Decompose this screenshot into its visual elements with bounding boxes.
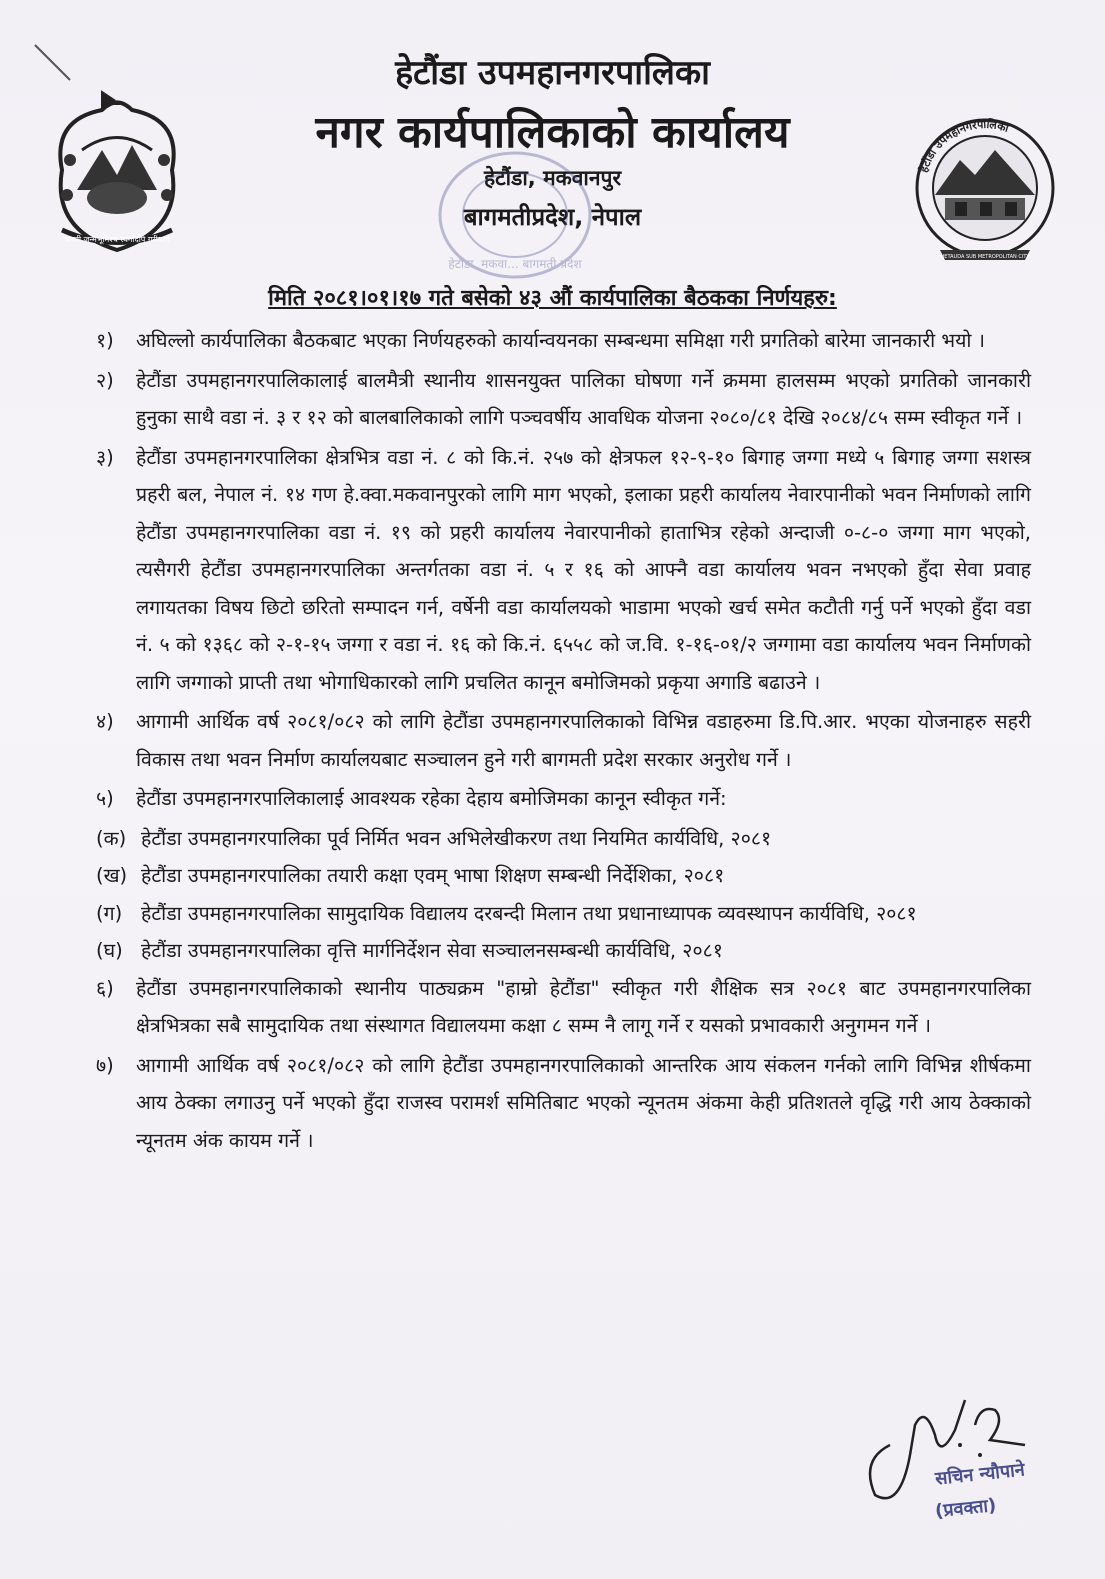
law-subitem [96, 820, 1031, 858]
hetauda-sub-metropolitan-logo-icon [910, 110, 1060, 270]
decision-number: ७) [96, 1053, 114, 1077]
decision-text: हेटौंडा उपमहानगरपालिकालाई आवश्यक रहेका देहाय बमोजिमका कानून स्वीकृत गर्ने: [136, 787, 727, 810]
emblem-ribbon-text: जननी जन्मभूमिश्च स्वर्गादपि गरीयसी [64, 235, 170, 244]
spokesperson-role: (प्रवक्ता) [934, 1494, 998, 1523]
office-location: हेटौंडा, मकवानपुर [483, 166, 622, 190]
law-subitem [96, 857, 1031, 895]
letterhead [0, 40, 1105, 270]
decision-number: ५) [96, 787, 114, 810]
decision-number: २) [96, 368, 114, 392]
decision-text: अघिल्लो कार्यपालिका बैठकबाट भएका निर्णयहरुको कार्यान्वयनका सम्बन्धमा समिक्षा गरी प्रगतिको बारेमा जानकारी भयो । [136, 329, 986, 352]
subitem-text: हेटौंडा उपमहानगरपालिका वृत्ति मार्गनिर्देशन सेवा सञ्चालनसम्बन्धी कार्यविधि, २०८१ [141, 939, 723, 962]
subitem-letter: (क) [96, 826, 127, 850]
subitem-text: हेटौंडा उपमहानगरपालिका पूर्व निर्मित भवन अभिलेखीकरण तथा नियमित कार्यविधि, २०८१ [141, 826, 772, 850]
decision-item [96, 703, 1031, 778]
law-subitem [96, 895, 1031, 933]
decisions-list [96, 322, 1031, 1161]
decision-text: आगामी आर्थिक वर्ष २०८१/०८२ को लागि हेटौंडा उपमहानगरपालिकाको विभिन्न वडाहरुमा डि.पि.आर. भएका योजनाहरु सहरी विकास तथा भवन निर्माण कार्यालयबाट सञ्चालन हुने गरी बागमती प्रदेश सरकार अनुरोध गर्ने । [136, 710, 1031, 771]
logo-arc-text: हेटौंडा उपमहानगरपालिका [917, 117, 1011, 175]
subitem-letter: (ग) [96, 901, 123, 925]
stamp-text: हेटौंडा, मकवा... बागमती प्रदेश [448, 257, 582, 271]
office-province: बागमतीप्रदेश, नेपाल [463, 203, 642, 231]
decision-item [96, 362, 1031, 437]
subitem-letter: (ख) [96, 864, 128, 887]
nepal-government-emblem-icon [42, 90, 192, 260]
subitem-letter: (घ) [96, 939, 123, 962]
decision-number: ६) [96, 976, 114, 1000]
office-name: नगर कार्यपालिकाको कार्यालय [315, 107, 790, 158]
decision-number: ३) [96, 445, 114, 469]
decision-number: ४) [96, 710, 114, 733]
decision-item [96, 322, 1031, 360]
subitem-text: हेटौंडा उपमहानगरपालिका सामुदायिक विद्यालय दरबन्दी मिलान तथा प्रधानाध्यापक व्यवस्थापन कार्यविधि, २०८१ [141, 901, 917, 925]
decision-item [96, 1047, 1031, 1160]
decision-item [96, 970, 1031, 1045]
decision-item [96, 439, 1031, 702]
meeting-decisions-heading: मिति २०८१।०१।१७ गते बसेको ४३ औं कार्यपालिका बैठकका निर्णयहरु: [268, 286, 837, 311]
decision-number: १) [96, 329, 114, 352]
decision-text: हेटौंडा उपमहानगरपालिकालाई बालमैत्री स्थानीय शासनयुक्त पालिका घोषणा गर्ने क्रममा हालसम्म भएको प्रगतिको जानकारी हुनुका साथै वडा नं. ३ र १२ को बालबालिकाको लागि पञ्चवर्षीय आवधिक योजना २०८०/८१ देखि २०८४/८५ सम्म स्वीकृत गर्ने । [136, 368, 1031, 429]
decision-text: हेटौंडा उपमहानगरपालिकाको स्थानीय पाठ्यक्रम "हाम्रो हेटौंडा" स्वीकृत गरी शैक्षिक सत्र २०८१ बाट उपमहानगरपालिका क्षेत्रभित्रका सबै सामुदायिक तथा संस्थागत विद्यालयमा कक्षा ८ सम्म नै लागू गर्ने र यसको प्रभावकारी अनुगमन गर्ने । [136, 976, 1031, 1037]
law-subitem [96, 932, 1031, 970]
municipality-name: हेटौंडा उपमहानगरपालिका [395, 53, 710, 93]
office-seal-stamp-icon [430, 140, 600, 290]
decision-item [96, 780, 1031, 818]
decision-text: आगामी आर्थिक वर्ष २०८१/०८२ को लागि हेटौंडा उपमहानगरपालिकाको आन्तरिक आय संकलन गर्नको लागि विभिन्न शीर्षकमा आय ठेक्का लगाउनु पर्ने भएको हुँदा राजस्व परामर्श समितिबाट भएको न्यूनतम अंकमा केही प्रतिशतले वृद्धि गरी आय ठेक्काको न्यूनतम अंक कायम गर्ने । [136, 1053, 1031, 1152]
decision-text: हेटौंडा उपमहानगरपालिका क्षेत्रभित्र वडा नं. ८ को कि.नं. २५७ को क्षेत्रफल १२-९-१० बिगाह जग्गा मध्ये ५ बिगाह जग्गा सशस्त्र प्रहरी बल, नेपाल नं. १४ गण हे.क्वा.मकवानपुरको लागि माग भएको, इलाका प्रहरी कार्यालय नेवारपानीको भवन निर्माणको लागि हेटौंडा उपमहानगरपालिका वडा नं. १९ को प्रहरी कार्यालय नेवारपानीको हाताभित्र रहेको अन्दाजी ०-८-० जग्गा माग भएको, त्यसैगरी हेटौंडा उपमहानगरपालिका अन्तर्गतका वडा नं. ५ र १६ को आफ्नै वडा कार्यालय भवन नभएको हुँदा सेवा प्रवाह लगायतका विषय छिटो छरितो सम्पादन गर्न, वर्षेनी वडा कार्यालयको भाडामा भएको खर्च समेत कटौती गर्नु पर्ने भएको हुँदा वडा नं. ५ को १३६८ को २-१-१५ जग्गा र वडा नं. १६ को कि.नं. ६५५८ को ज.वि. १-१६-०१/२ जग्गामा वडा कार्यालय भवन निर्माणको लागि जग्गाको प्राप्ती तथा भोगाधिकारको लागि प्रचलित कानून बमोजिमको प्रकृया अगाडि बढाउने । [136, 445, 1031, 694]
logo-bottom-text: HETAUDA SUB METROPOLITAN CITY [940, 254, 1030, 260]
subitem-text: हेटौंडा उपमहानगरपालिका तयारी कक्षा एवम् भाषा शिक्षण सम्बन्धी निर्देशिका, २०८१ [141, 864, 725, 887]
spokesperson-name: सचिन न्यौपाने [934, 1459, 1026, 1490]
